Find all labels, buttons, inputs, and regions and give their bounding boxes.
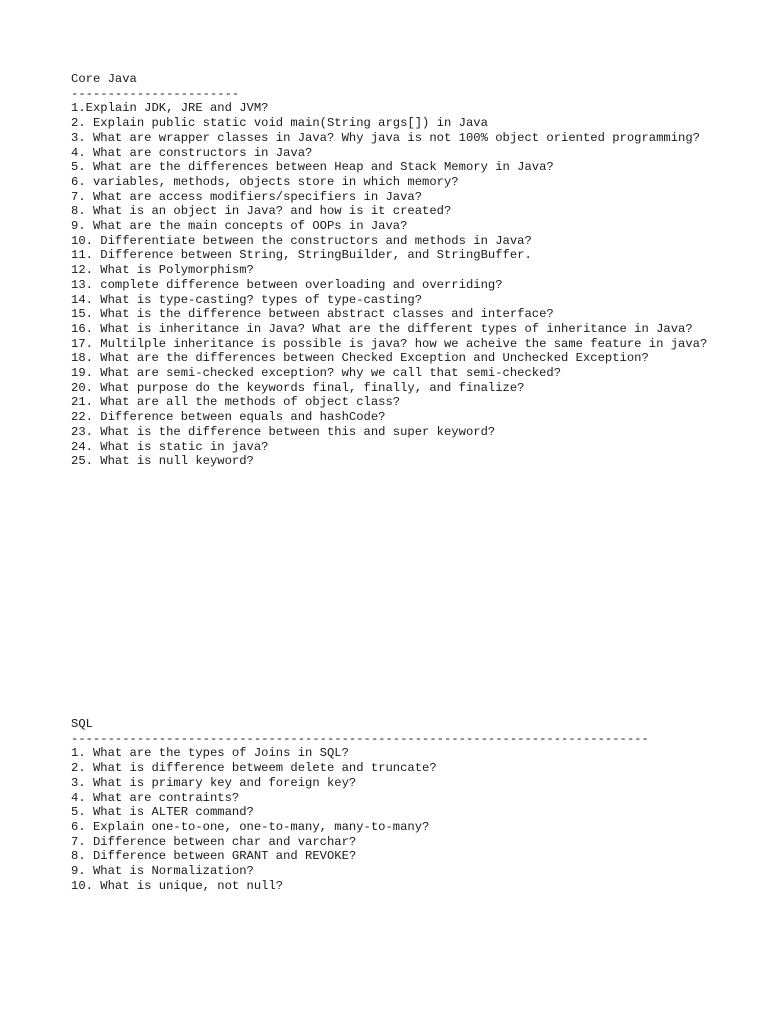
question-item: 6. variables, methods, objects store in which memory? bbox=[71, 174, 459, 189]
question-item: 6. Explain one-to-one, one-to-many, many-to-many? bbox=[71, 819, 430, 834]
question-item: 17. Multilple inheritance is possible is java? how we acheive the same feature in java? bbox=[71, 336, 708, 351]
question-item: 7. What are access modifiers/specifiers in Java? bbox=[71, 189, 423, 204]
question-item: 18. What are the differences between Checked Exception and Unchecked Exception? bbox=[71, 351, 649, 366]
question-item: 23. What is the difference between this and super keyword? bbox=[71, 424, 496, 439]
sql-question-list bbox=[71, 746, 711, 893]
question-item: 12. What is Polymorphism? bbox=[71, 263, 254, 278]
question-item: 15. What is the difference between abstract classes and interface? bbox=[71, 307, 554, 322]
question-item: 5. What are the differences between Heap and Stack Memory in Java? bbox=[71, 160, 554, 175]
question-item: 10. What is unique, not null? bbox=[71, 878, 284, 893]
question-item: 25. What is null keyword? bbox=[71, 454, 254, 469]
sql-divider: ------------------------------------------------------------------------------- bbox=[71, 731, 649, 746]
question-item: 1. What are the types of Joins in SQL? bbox=[71, 746, 349, 761]
question-item: 2. What is difference betweem delete and truncate? bbox=[71, 761, 437, 776]
question-item: 24. What is static in java? bbox=[71, 439, 269, 454]
question-item: 20. What purpose do the keywords final, finally, and finalize? bbox=[71, 380, 525, 395]
question-item: 19. What are semi-checked exception? why we call that semi-checked? bbox=[71, 366, 562, 381]
question-item: 4. What are constructors in Java? bbox=[71, 145, 313, 160]
question-item: 3. What is primary key and foreign key? bbox=[71, 775, 357, 790]
question-item: 16. What is inheritance in Java? What are the different types of inheritance in Java? bbox=[71, 321, 693, 336]
core-java-question-list bbox=[71, 101, 711, 469]
question-item: 2. Explain public static void main(String args[]) in Java bbox=[71, 116, 488, 131]
question-item: 14. What is type-casting? types of type-casting? bbox=[71, 292, 423, 307]
question-item: 8. What is an object in Java? and how is it created? bbox=[71, 204, 452, 219]
question-item: 8. Difference between GRANT and REVOKE? bbox=[71, 849, 357, 864]
sql-section bbox=[71, 717, 711, 893]
question-item: 10. Differentiate between the constructors and methods in Java? bbox=[71, 233, 532, 248]
core-java-divider: ----------------------- bbox=[71, 86, 240, 101]
question-item: 1.Explain JDK, JRE and JVM? bbox=[71, 101, 269, 116]
core-java-heading: Core Java bbox=[71, 72, 137, 86]
question-item: 7. Difference between char and varchar? bbox=[71, 834, 357, 849]
question-item: 4. What are contraints? bbox=[71, 790, 240, 805]
core-java-section bbox=[71, 72, 711, 469]
question-item: 21. What are all the methods of object class? bbox=[71, 395, 401, 410]
sql-heading: SQL bbox=[71, 717, 93, 731]
question-item: 5. What is ALTER command? bbox=[71, 805, 254, 820]
question-item: 9. What is Normalization? bbox=[71, 864, 254, 879]
question-item: 3. What are wrapper classes in Java? Why java is not 100% object oriented programming? bbox=[71, 130, 700, 145]
question-item: 13. complete difference between overloading and overriding? bbox=[71, 277, 503, 292]
question-item: 9. What are the main concepts of OOPs in Java? bbox=[71, 219, 408, 234]
question-item: 22. Difference between equals and hashCode? bbox=[71, 410, 386, 425]
question-item: 11. Difference between String, StringBuilder, and StringBuffer. bbox=[71, 248, 532, 263]
